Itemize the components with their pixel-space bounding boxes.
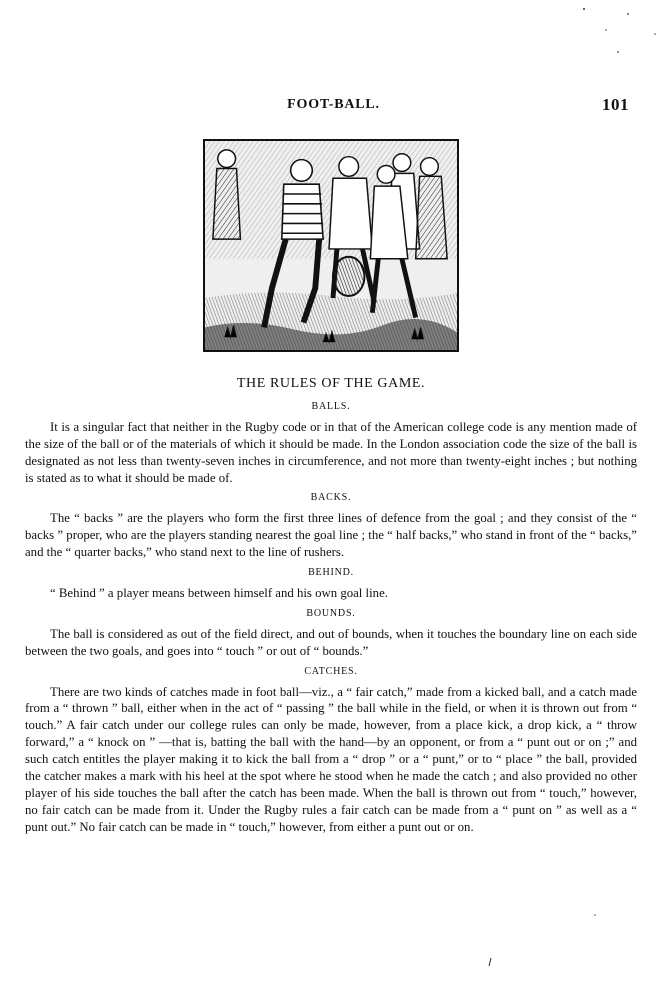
section-text-catches: There are two kinds of catches made in foot ball—viz., a “ fair catch,” made from a kicked ball, and a catch made from a “ thrown ” ball, either when in the act of “ passing ” the ball while in the field, or when it is thrown out from “ touch.” A fair catch under our college rules can only be made, however, from a place kick, a drop kick, a “ throw forward,” a “ knock on ” —that is, batting the ball with the hand—by an opponent, or from a “ punt out or on ;” and such catch entitles the player making it to kick the ball from a “ drop ” or a “ punt,” or to “ place ” the ball, provided the catcher makes a mark with his heel at the spot where he stood when he made the catch ; and also provided no other player of his side touches the ball after the catch has been made. When the ball is thrown out from “ touch,” however, no fair catch can be made from it. Under the Rugby rules a fair catch can be made from a “ punt on ” as well as a “ punt out.” No fair catch can be made in “ touch,” however, from either a punt out or on. — [25, 684, 637, 834]
football-players-engraving-icon — [203, 139, 459, 352]
running-head — [0, 97, 667, 119]
chapter-title: THE RULES OF THE GAME. — [236, 376, 426, 391]
section-heading-behind: BEHIND. — [308, 567, 354, 579]
page-number: 101 — [602, 95, 629, 114]
section-text-bounds: The ball is considered as out of the field direct, and out of bounds, when it touches the boundary line on each side between the two goals, and goes into “ touch ” or out of “ bounds.” — [25, 626, 637, 658]
section-heading-backs: BACKS. — [310, 492, 352, 504]
section-text-behind: “ Behind ” a player means between himself and his own goal line. — [50, 585, 388, 600]
running-title: FOOT-BALL. — [287, 97, 380, 112]
section-text-backs: The “ backs ” are the players who form the first three lines of defence from the goal ; and they consist of the “ backs ” proper, who are the players standing nearest the goal line ; the “ half backs,” who stand in front of the “ backs,” and the “ quarter backs,” who stand next to the line of rushers. — [25, 511, 637, 560]
section-heading-bounds: BOUNDS. — [306, 607, 356, 619]
section-text-balls: It is a singular fact that neither in the Rugby code or in that of the American college code is any mention made of the size of the ball or of the materials of which it should be made. In the London association code the size of the ball is designated as not less than twenty-seven inches in circumference, and not more than twenty-eight inches ; but nothing is stated as to what it should be made of. — [25, 419, 637, 485]
section-heading-balls: BALLS. — [311, 400, 351, 412]
rules-text — [25, 376, 637, 836]
engraving-drawing — [205, 141, 457, 350]
section-heading-catches: CATCHES. — [304, 665, 358, 677]
